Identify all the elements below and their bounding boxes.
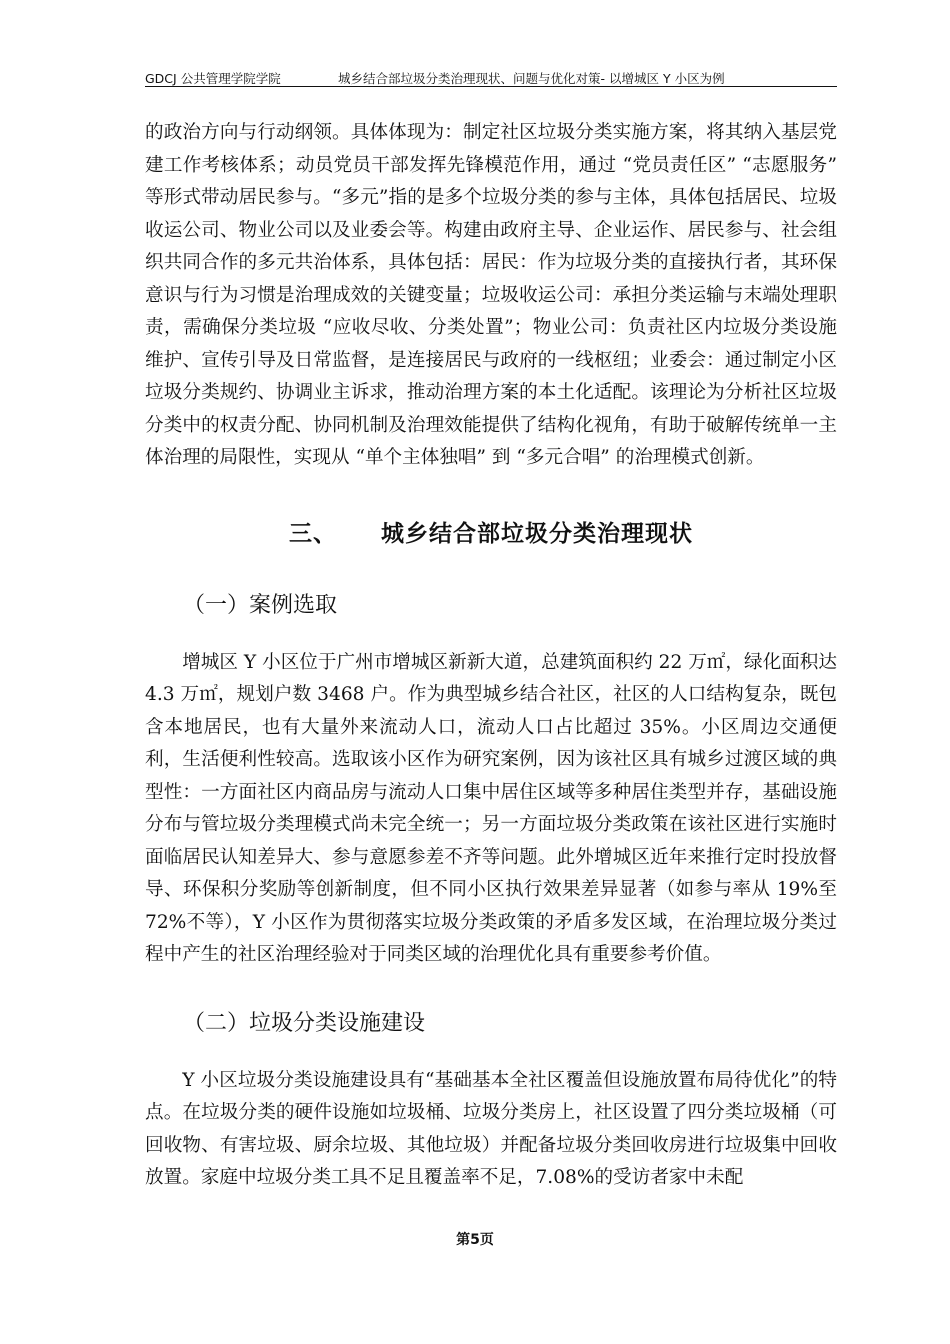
body-paragraph-case-selection: 增城区 Y 小区位于广州市增城区新新大道，总建筑面积约 22 万㎡，绿化面积达 4.3 万㎡，规划户数 3468 户。作为典型城乡结合社区，社区的人口结构复杂，既包含本地居民，也有大量外来流动人口，流动人口占比超过 35%。小区周边交通便利，生活便利性较高。选取该小区作为研究案例，因为该社区具有城乡过渡区域的典型性：一方面社区内商品房与流动人口集中居住区域等多种居住类型并存，基础设施分布与管垃圾分类理模式尚未完全统一；另一方面垃圾分类政策在该社区进行实施时面临居民认知差异大、参与意愿参差不齐等问题。此外增城区近年来推行定时投放督导、环保积分奖励等创新制度，但不同小区执行效果差异显著（如参与率从 19%至 72%不等），Y 小区作为贯彻落实垃圾分类政策的矛盾多发区域，在治理垃圾分类过程中产生的社区治理经验对于同类区域的治理优化具有重要参考价值。 <box>145 651 837 965</box>
header-paper-title: 城乡结合部垃圾分类治理现状、问题与优化对策- 以增城区 Y 小区为例 <box>338 71 725 86</box>
subsection-heading-facilities: （二）垃圾分类设施建设 <box>183 1010 426 1036</box>
section-number: 三、 <box>289 520 337 547</box>
section-heading <box>145 515 837 548</box>
header-divider <box>145 86 837 87</box>
page-number: 第5页 <box>456 1232 494 1248</box>
body-paragraph-facilities: Y 小区垃圾分类设施建设具有“基础基本全社区覆盖但设施放置布局待优化”的特点。在垃圾分类的硬件设施如垃圾桶、垃圾分类房上，社区设置了四分类垃圾桶（可回收物、有害垃圾、厨余垃圾、其他垃圾）并配备垃圾分类回收房进行垃圾集中回收放置。家庭中垃圾分类工具不足且覆盖率不足，7.08%的受访者家中未配 <box>145 1069 837 1188</box>
header-institution: GDCJ 公共管理学院学院 <box>145 71 281 86</box>
body-paragraph-continued: 的政治方向与行动纲领。具体体现为：制定社区垃圾分类实施方案，将其纳入基层党建工作考核体系；动员党员干部发挥先锋模范作用，通过 “党员责任区” “志愿服务” 等形式带动居民参与。“多元”指的是多个垃圾分类的参与主体，具体包括居民、垃圾收运公司、物业公司以及业委会等。构建由政府主导、企业运作、居民参与、社会组织共同合作的多元共治体系，具体包括：居民：作为垃圾分类的直接执行者，其环保意识与行为习惯是治理成效的关键变量；垃圾收运公司：承担分类运输与末端处理职责，需确保分类垃圾 “应收尽收、分类处置”；物业公司：负责社区内垃圾分类设施维护、宣传引导及日常监督，是连接居民与政府的一线枢纽；业委会：通过制定小区垃圾分类规约、协调业主诉求，推动治理方案的本土化适配。该理论为分析社区垃圾分类中的权责分配、协同机制及治理效能提供了结构化视角，有助于破解传统单一主体治理的局限性，实现从 “单个主体独唱” 到 “多元合唱” 的治理模式创新。 <box>145 122 837 468</box>
page-body <box>145 117 837 1195</box>
section-title: 城乡结合部垃圾分类治理现状 <box>381 520 693 547</box>
subsection-heading-case-selection: （一）案例选取 <box>183 592 338 618</box>
running-header <box>145 66 837 88</box>
